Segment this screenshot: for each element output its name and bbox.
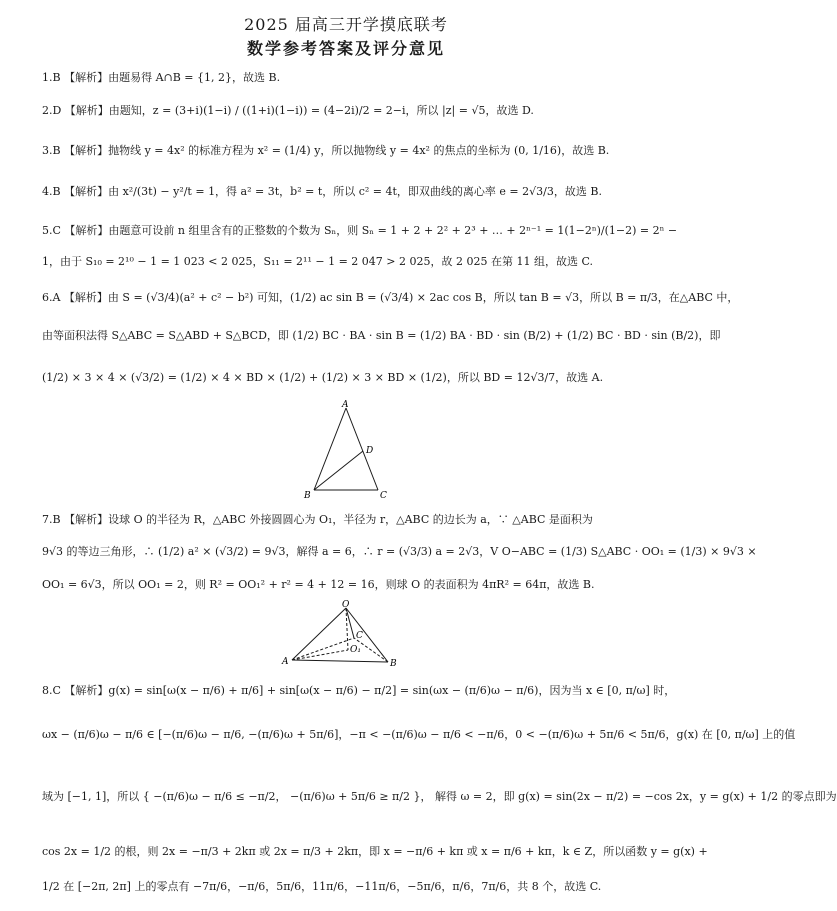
vertex-label-a: A (342, 400, 349, 410)
answer-key-title: 数学参考答案及评分意见 (246, 39, 445, 58)
vertex-label-d: D (366, 446, 374, 456)
vertex-label-b: B (390, 659, 397, 669)
answer-7-line-1: 7.B 【解析】设球 O 的半径为 R，△ABC 外接圆圆心为 O₁，半径为 r，△ABC 的边长为 a，∵ △ABC 是面积为 (42, 513, 593, 526)
figure-triangle-abc (300, 398, 400, 502)
answer-4-line-1: 4.B 【解析】由 x²/(3t) − y²/t = 1，得 a² = 3t，b² = t，所以 c² = 4t，即双曲线的离心率 e = 2√3/3，故选 B. (42, 185, 602, 198)
answer-8-line-1: 8.C 【解析】g(x) = sin[ω(x − π/6) + π/6] + sin[ω(x − π/6) − π/2] = sin(ωx − (π/6)ω − π/6)，因为当 x ∈ [0, π/ω] 时， (42, 684, 676, 697)
answer-1-line-1: 1.B 【解析】由题易得 A∩B = {1, 2}，故选 B. (42, 71, 281, 84)
answer-6-line-3: (1/2) × 3 × 4 × (√3/2) = (1/2) × 4 × BD × (1/2) + (1/2) × 3 × BD × (1/2)，所以 BD = 12√3/7，故选 A. (42, 371, 604, 384)
answer-7-line-2: 9√3 的等边三角形，∴ (1/2) a² × (√3/2) = 9√3，解得 a = 6，∴ r = (√3/3) a = 2√3，V O−ABC = (1/3) S△ABC · OO₁ = (1/3) × 9√3 × (42, 545, 757, 558)
exam-title: 2025 届高三开学摸底联考 (244, 15, 448, 34)
point-label-o1: O₁ (350, 645, 361, 655)
vertex-label-a: A (282, 657, 289, 667)
answer-8-line-3: 域为 [−1, 1]，所以 { −(π/6)ω − π/6 ≤ −π/2， −(π/6)ω + 5π/6 ≥ π/2 }， 解得 ω = 2，即 g(x) = sin(2x − π/2) = −cos 2x，y = g(x) + 1/2 的零点即为 (42, 790, 837, 803)
vertex-label-c: C (356, 631, 363, 641)
answer-2-line-1: 2.D 【解析】由题知，z = (3+i)(1−i) / ((1+i)(1−i)) = (4−2i)/2 = 2−i，所以 |z| = √5，故选 D. (42, 104, 534, 117)
vertex-label-c: C (380, 491, 387, 501)
vertex-label-o: O (342, 600, 350, 610)
answer-7-line-3: OO₁ = 6√3，所以 OO₁ = 2，则 R² = OO₁² + r² = 4 + 12 = 16，则球 O 的表面积为 4πR² = 64π，故选 B. (42, 578, 595, 591)
answer-8-line-5: 1/2 在 [−2π, 2π] 上的零点有 −7π/6，−π/6，5π/6，11π/6，−11π/6，−5π/6，π/6，7π/6，共 8 个，故选 C. (42, 880, 602, 893)
answer-5-line-2: 1，由于 S₁₀ = 2¹⁰ − 1 = 1 023 < 2 025，S₁₁ = 2¹¹ − 1 = 2 047 > 2 025，故 2 025 在第 11 组，故选 C. (42, 255, 593, 268)
figure-pyramid-oabc (280, 600, 400, 670)
answer-6-line-1: 6.A 【解析】由 S = (√3/4)(a² + c² − b²) 可知，(1/2) ac sin B = (√3/4) × 2ac cos B，所以 tan B = √3，所以 B = π/3，在△ABC 中， (42, 291, 739, 304)
answer-6-line-2: 由等面积法得 S△ABC = S△ABD + S△BCD，即 (1/2) BC · BA · sin B = (1/2) BA · BD · sin (B/2) + (1/2) BC · BD · sin (B/2)，即 (42, 329, 721, 342)
answer-8-line-4: cos 2x = 1/2 的根，则 2x = −π/3 + 2kπ 或 2x = π/3 + 2kπ，即 x = −π/6 + kπ 或 x = π/6 + kπ，k ∈ Z，所以函数 y = g(x) + (42, 845, 708, 858)
vertex-label-b: B (304, 491, 311, 501)
answer-5-line-1: 5.C 【解析】由题意可设前 n 组里含有的正整数的个数为 Sₙ，则 Sₙ = 1 + 2 + 2² + 2³ + … + 2ⁿ⁻¹ = 1(1−2ⁿ)/(1−2) = 2ⁿ − (42, 224, 678, 237)
answer-8-line-2: ωx − (π/6)ω − π/6 ∈ [−(π/6)ω − π/6, −(π/6)ω + 5π/6]，−π < −(π/6)ω − π/6 < −π/6，0 < −(π/6)ω + 5π/6 < 5π/6，g(x) 在 [0, π/ω] 上的值 (42, 728, 796, 741)
answer-3-line-1: 3.B 【解析】抛物线 y = 4x² 的标准方程为 x² = (1/4) y，所以抛物线 y = 4x² 的焦点的坐标为 (0, 1/16)，故选 B. (42, 144, 610, 157)
